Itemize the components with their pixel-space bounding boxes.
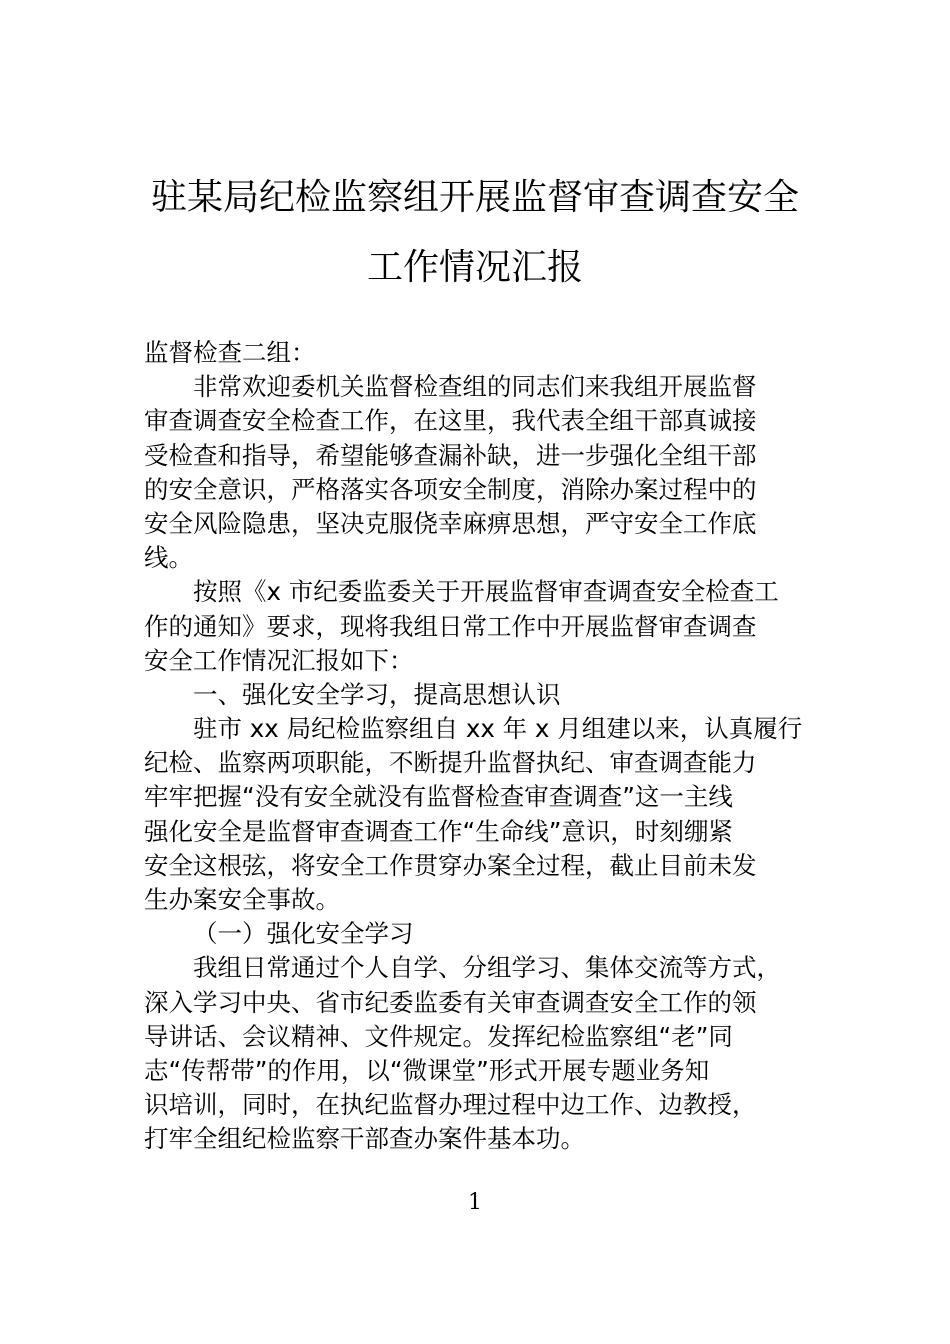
paragraph-line: 打牢全组纪检监察干部查办案件基本功。: [144, 1124, 585, 1154]
salutation: 监督检查二组：: [144, 338, 316, 367]
document-title-line-1: 驻某局纪检监察组开展监督审查调查安全: [150, 177, 799, 218]
paragraph-line: 安全风险隐患，坚决克服侥幸麻痹思想，严守安全工作底: [144, 508, 757, 538]
section-heading: 一、强化安全学习，提高思想认识: [193, 679, 561, 709]
paragraph-line: 强化安全是监督审查调查工作“生命线”意识，时刻绷紧: [144, 816, 733, 846]
paragraph-line: 我组日常通过个人自学、分组学习、集体交流等方式，: [193, 953, 781, 983]
paragraph-line: 深入学习中央、省市纪委监委有关审查调查安全工作的领: [144, 987, 757, 1017]
paragraph-line: 安全工作情况汇报如下：: [144, 645, 414, 675]
paragraph-line: 驻市 xx 局纪检监察组自 xx 年 x 月组建以来，认真履行: [193, 714, 803, 744]
paragraph-line: 受检查和指导，希望能够查漏补缺，进一步强化全组干部: [144, 440, 757, 470]
page-number: 1: [468, 1190, 482, 1215]
document-title-line-2: 工作情况汇报: [366, 247, 583, 288]
paragraph-line: 志“传帮带”的作用，以“微课堂”形式开展专题业务知: [144, 1055, 710, 1085]
paragraph-line: 非常欢迎委机关监督检查组的同志们来我组开展监督: [193, 372, 757, 402]
paragraph-line: 线。: [144, 543, 193, 573]
document-body: [144, 336, 824, 1157]
paragraph-line: 安全这根弦，将安全工作贯穿办案全过程，截止目前未发: [144, 850, 757, 880]
paragraph-line: 作的通知》要求，现将我组日常工作中开展监督审查调查: [144, 611, 757, 641]
paragraph-line: 审查调查安全检查工作，在这里，我代表全组干部真诚接: [144, 406, 757, 436]
paragraph-line: 纪检、监察两项职能，不断提升监督执纪、审查调查能力: [144, 748, 757, 778]
paragraph-line: 牢牢把握“没有安全就没有监督检查审查调查”这一主线: [144, 782, 733, 812]
paragraph-line: 的安全意识，严格落实各项安全制度，消除办案过程中的: [144, 474, 757, 504]
paragraph-line: 识培训，同时，在执纪监督办理过程中边工作、边教授，: [144, 1090, 757, 1120]
paragraph-line: 导讲话、会议精神、文件规定。发挥纪检监察组“老”同: [144, 1021, 733, 1051]
paragraph-line: 按照《x 市纪委监委关于开展监督审查调查安全检查工: [193, 577, 779, 607]
paragraph-line: 生办案安全事故。: [144, 885, 340, 914]
subsection-heading: （一）强化安全学习: [193, 919, 414, 949]
